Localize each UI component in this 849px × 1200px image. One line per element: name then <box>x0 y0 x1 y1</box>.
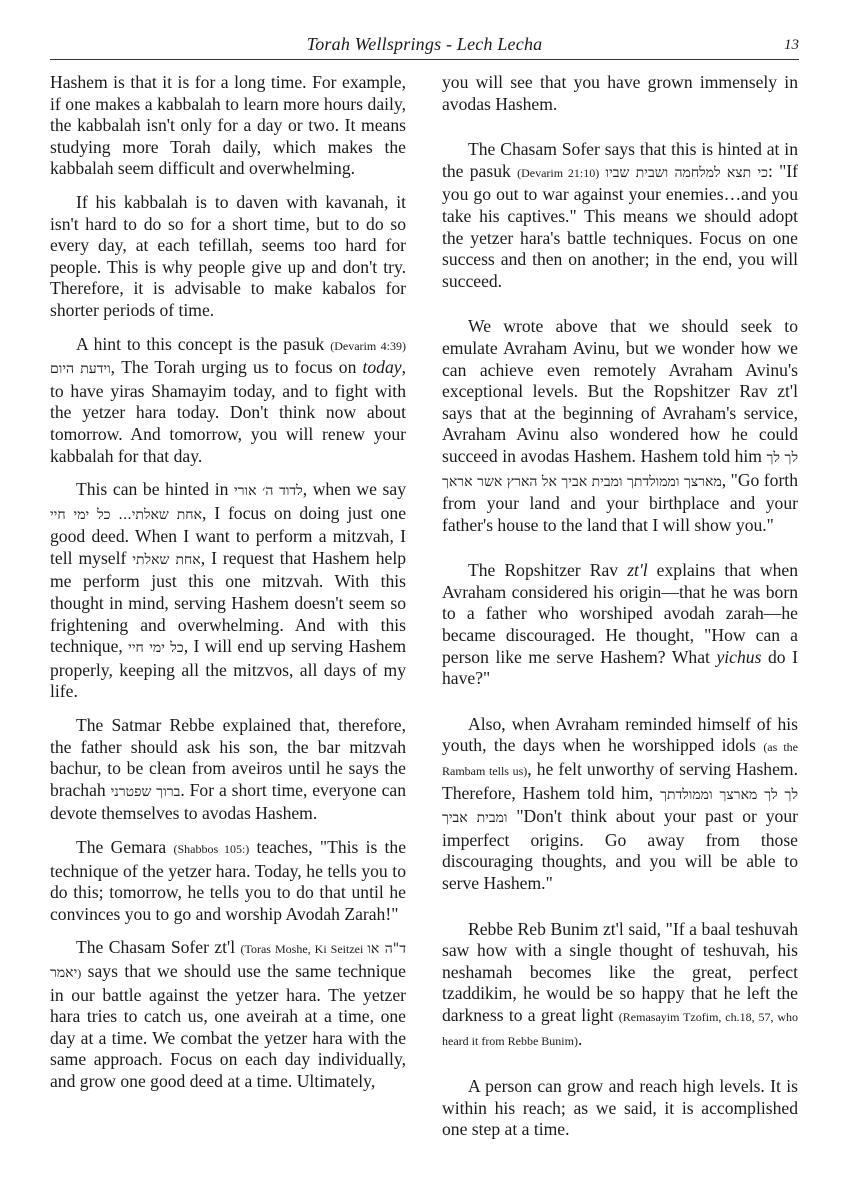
source-citation: (Devarim 4:39) <box>330 338 406 353</box>
hebrew-quote: כל ימי חיי <box>128 640 184 657</box>
page-header <box>50 28 799 60</box>
left-column <box>50 72 406 1093</box>
paragraph: Also, when Avraham reminded himself of his youth, the days when he worshipped idols (as the Rambam tells us), he felt unworthy of serving Hashem. Therefore, Hashem told him, לך לך מארצך וממולדתך ומבית אביך "Don't think about your past or your imperfect origins. Go away from those discouraging thoughts, and you will be able to serve Hashem." <box>442 713 799 893</box>
hebrew-quote: וידעת היום <box>50 361 111 378</box>
header-rule <box>50 59 799 60</box>
paragraph: We wrote above that we should seek to emulate Avraham Avinu, but we wonder how we can achieve even remotely Avraham Avinu's exceptional levels. But the Ropshitzer Rav zt'l says that at the beginning of Avraham's service, Avraham Avinu also wondered how he could succeed in avodas Hashem. Hashem told him לך לך מארצך וממולדתך ומבית אביך אל הארץ אשר אראך, "Go forth from your land and your birthplace and your father's house to the land that I will show you." <box>442 316 798 535</box>
source-citation: (Shabbos 105:) <box>173 842 250 856</box>
paragraph: Hashem is that it is for a long time. For example, if one makes a kabbalah to learn more hours daily, the kabbalah isn't only for a day or two. It means studying more Torah daily, which makes the kabbalah seem difficult and overwhelming. <box>50 72 406 179</box>
paragraph: The Chasam Sofer says that this is hinted at in the pasuk (Devarim 21:10) כי תצא למלחמה ושבית שביו: "If you go out to war against your enemies…and you take his captives." This means we should adopt the yetzer hara's battle techniques. Focus on one success and then on another; in the end, you will succeed. <box>442 139 799 291</box>
paragraph: This can be hinted in לדוד ה׳ אורי, when we say אחת שאלתי... כל ימי חיי, I focus on doing just one good deed. When I want to perform a mitzvah, I tell myself אחת שאלתי, I request that Hashem help me perform just this one mitzvah. With this thought in mind, serving Hashem doesn't seem so frightening and overwhelming. And with this technique, כל ימי חיי, I will end up serving Hashem properly, keeping all the mitzvos, all days of my life. <box>50 479 407 702</box>
hebrew-quote: אחת שאלתי <box>132 551 201 568</box>
paragraph: The Satmar Rebbe explained that, therefore, the father should ask his son, the bar mitzvah bachur, to be clean from aveiros until he says the brachah ברוך שפטרני. For a short time, everyone can devote themselves to avodas Hashem. <box>50 715 406 824</box>
paragraph: The Chasam Sofer zt'l (Toras Moshe, Ki Seitzei ד"ה או יאמר) says that we should use the same technique in our battle against the yetzer hara. The yetzer hara tries to catch us, one aveirah at a time, one day at a time. We combat the yetzer hara with the same approach. Focus on each day individually, and grow one good deed at a time. Ultimately, <box>50 937 406 1091</box>
hebrew-quote: ד"ה או יאמר <box>50 941 406 981</box>
paragraph: A person can grow and reach high levels. It is within his reach; as we said, it is accomplished one step at a time. <box>442 1076 798 1140</box>
page-number: 13 <box>784 37 799 53</box>
emphasis: zt'l <box>627 560 648 581</box>
paragraph: A hint to this concept is the pasuk (Devarim 4:39) וידעת היום, The Torah urging us to focus on today, to have yiras Shamayim today, and to fight with the yetzer hara today. Don't think now about tomorrow. And tomorrow, you will renew your kabbalah for that day. <box>50 333 406 466</box>
source-citation: (Toras Moshe, Ki Seitzei <box>240 942 368 957</box>
source-citation: ) <box>77 965 82 980</box>
running-title: Torah Wellsprings - Lech Lecha <box>306 34 543 54</box>
hebrew-quote: לך לך מארצך וממולדתך ומבית אביך <box>442 786 798 827</box>
hebrew-quote: ברוך שפטרני <box>110 783 181 800</box>
source-citation: (as the Rambam tells us) <box>442 740 799 779</box>
emphasis: today <box>362 357 402 378</box>
paragraph: The Ropshitzer Rav zt'l explains that when Avraham considered his origin—that he was born to a father who worshiped avodah zarah—he became discouraged. He thought, "How can a person like me serve Hashem? What yichus do I have?" <box>442 560 798 689</box>
paragraph: If his kabbalah is to daven with kavanah, it isn't hard to do so for a short time, but to do so every day, at each tefillah, seems too hard for people. This is why people give up and don't try. Therefore, it is advisable to make kabalos for shorter periods of time. <box>50 191 406 320</box>
emphasis: yichus <box>716 646 762 667</box>
hebrew-quote: כי תצא למלחמה ושבית שביו <box>605 164 768 181</box>
hebrew-quote: לך לך מארצך וממולדתך ומבית אביך אל הארץ אשר אראך <box>442 449 798 490</box>
hebrew-quote: אחת שאלתי... כל ימי חיי <box>50 506 202 523</box>
hebrew-quote: לדוד ה׳ אורי <box>233 483 303 500</box>
source-citation: (Remasayim Tzofim, ch.18, 57, who heard it from Rebbe Bunim) <box>442 1009 799 1048</box>
paragraph: The Gemara (Shabbos 105:) teaches, "This is the technique of the yetzer hara. Today, he tells you to do this; tomorrow, he tells you to do that until he convinces you to go and worship Avodah Zarah!" <box>50 837 407 924</box>
source-citation: (Devarim 21:10) <box>517 165 600 180</box>
paragraph: Rebbe Reb Bunim zt'l said, "If a baal teshuvah saw how with a single thought of teshuvah, his neshamah becomes like the great, perfect tzaddikim, he would be so happy that he left the darkness to a great light (Remasayim Tzofim, ch.18, 57, who heard it from Rebbe Bunim). <box>442 918 799 1049</box>
right-column <box>442 72 798 1141</box>
paragraph: you will see that you have grown immensely in avodas Hashem. <box>442 72 798 114</box>
